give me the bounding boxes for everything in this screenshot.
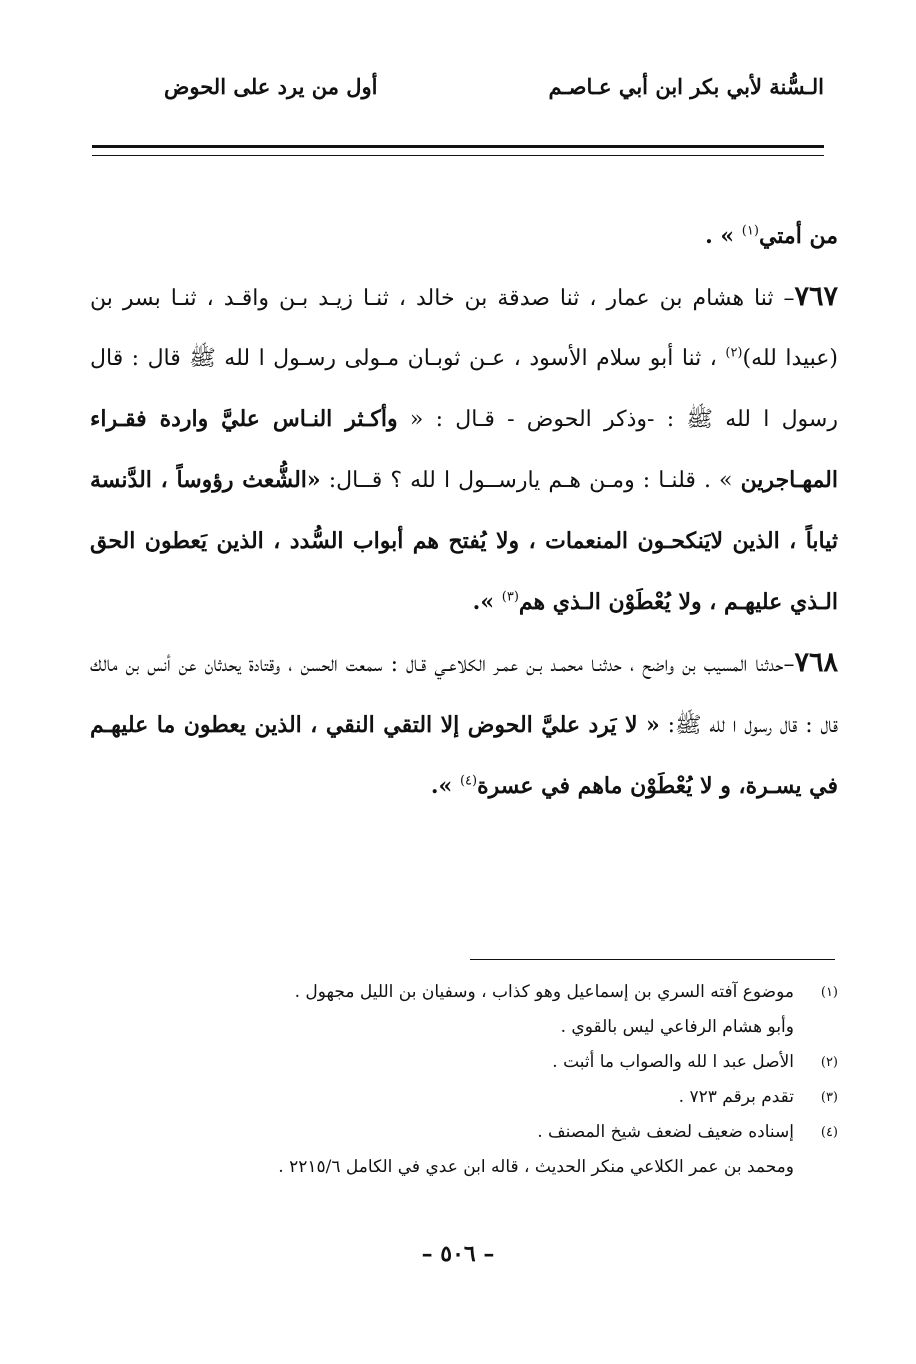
footnote-mark: (١) — [820, 985, 838, 1000]
header-rule-thick — [92, 145, 824, 148]
hadith-767 — [90, 267, 838, 633]
footnote-ref-3: (٣) — [501, 589, 519, 605]
hadith-767-intro: ، ثنا أبو سلام الأسود ، عـن ثوبـان مـولى رسـول ا لله ﷺ قال : قال رسول ا لله ﷺ : -وذكر الحوض - قـال : « — [90, 346, 838, 432]
hadith-number-767: ٧٦٧ — [794, 281, 838, 312]
footnote-mark — [794, 1010, 838, 1045]
continuation-end: » . — [705, 223, 742, 249]
footnotes — [90, 975, 838, 1185]
hadith-768-end: ». — [430, 773, 460, 799]
footnote-text: تقدم برقم ٧٢٣ . — [678, 1087, 794, 1107]
hadith-767-matn-1: وأكـثر النـاس عليَّ واردة فقـراء المهـاجرين — [90, 406, 838, 493]
header-rule-thin — [92, 155, 824, 156]
footnote-mark — [794, 1150, 838, 1185]
footnote-mark: (٢) — [820, 1055, 838, 1070]
main-text — [90, 206, 838, 817]
footnote-mark: (٣) — [820, 1090, 838, 1105]
continuation-text: من أمتي — [758, 223, 838, 249]
footnote-separator — [470, 959, 835, 960]
hadith-767-matn-2: «الشُّعث رؤوساً ، الدَّنسة ثياباً ، الذين لايَنكحـون المنعمات ، ولا يُفتح هم أبواب السُّدد ، الذين يَعطون الحق الـذي عليهـم ، ولا يُعْطَوْن الـذي هم — [90, 467, 838, 615]
footnote-ref-1: (١) — [741, 223, 759, 239]
footnote-ref-4: (٤) — [459, 773, 478, 789]
footnote-ref-2: (٢) — [725, 345, 743, 361]
footnote-mark: (٤) — [820, 1125, 838, 1140]
page-number: – ٥٠٦ – — [421, 1241, 495, 1267]
hadith-767-question: » . قلنـا : ومـن هـم يارســول ا لله ؟ قــال: — [320, 468, 741, 493]
hadith-number-768: ٧٦٨ — [794, 647, 838, 678]
footnote-text: ومحمد بن عمر الكلاعي منكر الحديث ، قاله ابن عدي في الكامل ٢٢١٥/٦ . — [278, 1157, 794, 1177]
hadith-768 — [90, 633, 838, 817]
footnote-item — [90, 1115, 838, 1150]
hadith-768-matn: « لا يَرد عليَّ الحوض إلا التقي النقي ، الذين يعطون ما عليهـم في يسـرة، و لا يُعْطَوْن ماهم في عسرة — [90, 712, 838, 799]
footnote-item — [90, 1150, 838, 1185]
hadith-767-isnad: – ثنا هشام بن عمار ، ثنا صدقة بن خالد ، ثنـا زيـد بـن واقـد ، ثنـا بسر بن (عبيدا لله) — [90, 286, 838, 371]
footnote-item — [90, 1045, 838, 1080]
footnote-item — [90, 1080, 838, 1115]
book-title: الـسُّنة لأبي بكر ابن أبي عـاصـم — [548, 74, 824, 99]
running-header — [92, 74, 824, 114]
chapter-title: أول من يرد على الحوض — [164, 74, 378, 99]
footnote-text: وأبو هشام الرفاعي ليس بالقوي . — [560, 1017, 794, 1037]
footnote-item — [90, 975, 838, 1010]
footnote-text: موضوع آفته السري بن إسماعيل وهو كذاب ، وسفيان بن الليل مجهول . — [294, 982, 794, 1002]
footnote-text: الأصل عبد ا لله والصواب ما أثبت . — [552, 1052, 794, 1072]
hadith-767-end: ». — [472, 589, 502, 615]
hadith-768-isnad: –حدثنا المسيب بن واضح ، حدثنـا محمـد بـن عمـر الكلاعـي قـال : سمعت الحسن ، وقتادة يحدثان عن أنس بن مالك قال : قال رسول ا لله ﷺ: — [90, 652, 838, 738]
footnote-item — [90, 1010, 838, 1045]
continuation-line — [90, 206, 838, 267]
footnote-text: إسناده ضعيف لضعف شيخ المصنف . — [537, 1122, 794, 1142]
